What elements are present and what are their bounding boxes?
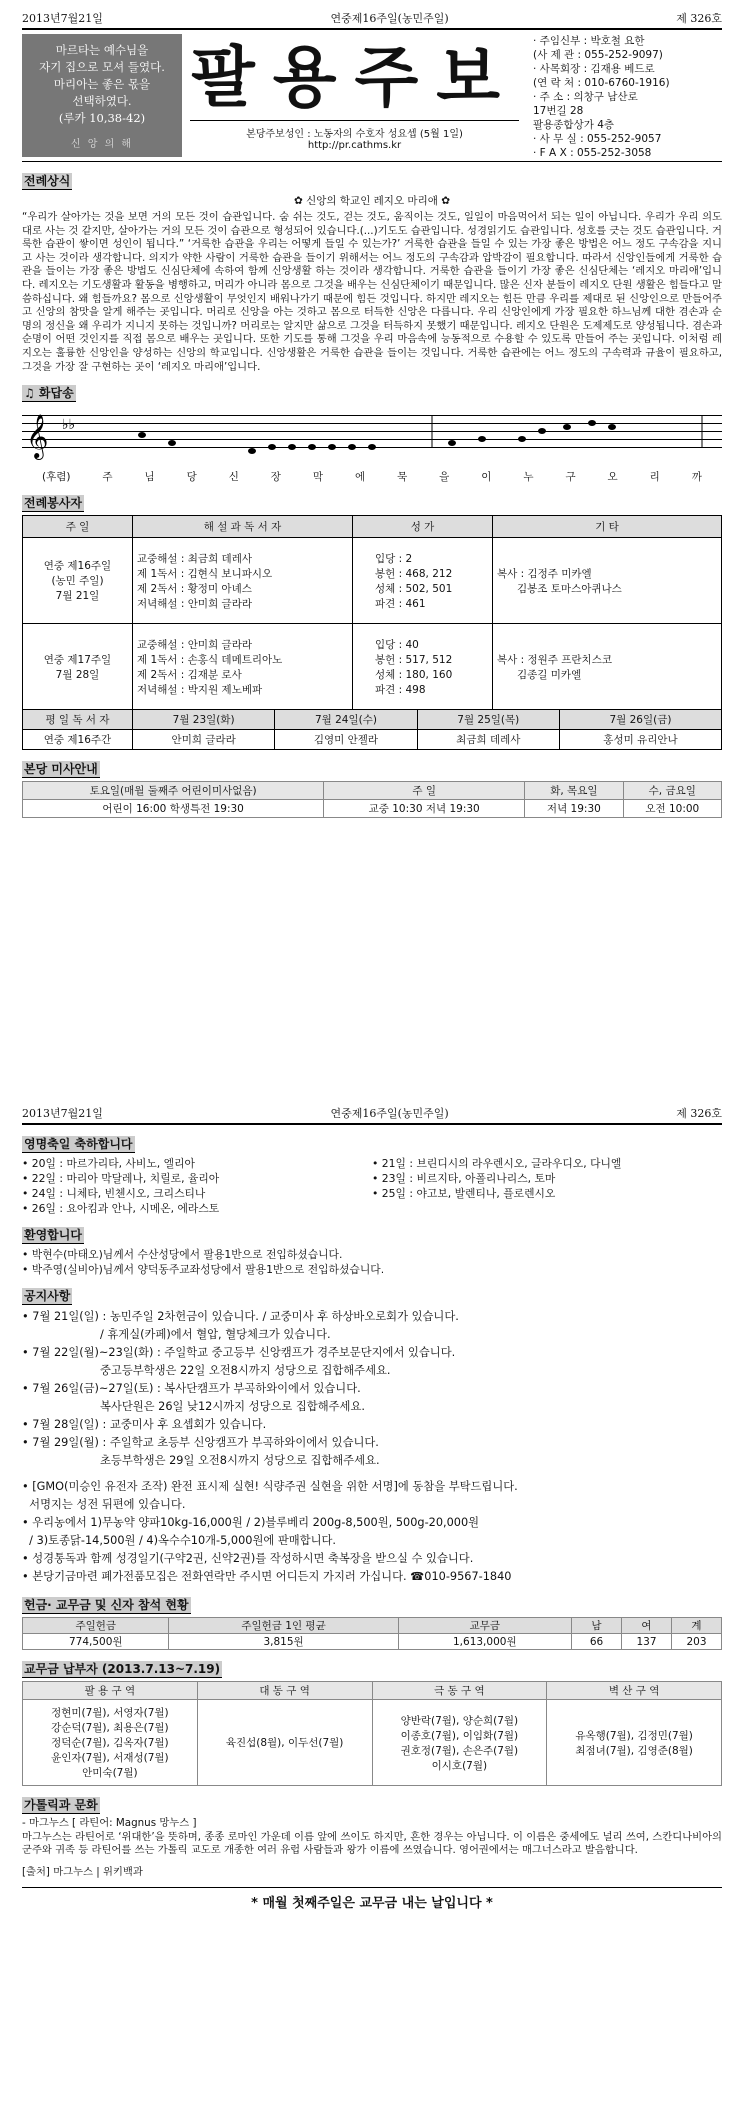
notice-item: • 7월 29일(월) : 주일학교 초등부 신앙캠프가 부곡하와이에서 있습니다.	[22, 1436, 379, 1449]
liturgy-subtitle: ✿ 신앙의 학교인 레지오 마리애 ✿	[294, 195, 450, 207]
music-notes	[22, 405, 722, 469]
info-line: · F A X : 055-252-3058	[533, 147, 652, 159]
notice-item: / 3)토종닭-14,500원 / 4)옥수수10개-5,000원에 판매합니다.	[22, 1534, 337, 1547]
page-header	[22, 1105, 722, 1125]
info-line: · 사목회장 : 김재용 베드로	[533, 63, 655, 75]
liturgy-section-heading: 전례상식	[24, 174, 71, 188]
table-row: 평 일 독 서 자 7월 23일(화) 7월 24일(수) 7월 25일(목) 7월 26일(금)	[23, 710, 722, 730]
table-header: 기 타	[493, 516, 722, 538]
lyric-syllable: 님	[144, 471, 155, 484]
footer-notice: * 매월 첫째주일은 교무금 내는 날입니다 *	[22, 1887, 722, 1911]
table-header: 성 가	[353, 516, 493, 538]
notices-list	[22, 1308, 722, 1586]
mass-schedule-heading: 본당 미사안내	[24, 762, 98, 777]
lyric-syllable: 을	[439, 471, 450, 484]
liturgy-article: “우리가 살아가는 것을 보면 거의 모든 것이 습관입니다. 숨 쉬는 것도, 걷는 것도, 움직이는 것도, 일일이 마음먹어서 되는 일이 아닙니다. 우리가 우리 의도대로 사는 것 같지만, 살아가는 거의 모든 것이 습관으로 형성되어 있습니다.(...)기도도 습관입니다. 성경읽기도 습관입니다. 성호를 긋는 것도 습관입니다. 거룩한 습관이 쌓이면 성인이 됩니다.” ‘거룩한 습관을 우리는 어떻게 들일 수 있는가?’ 거룩한 습관을 들일 수 있는 가장 좋은 방법은 어느 정도 구속감을 지니고 사는 것이라 생각합니다. 의지가 약한 사람이 거룩한 습관을 들이기 위해서는 어느 정도의 구속감과 압박감이 필요합니다. 따라서 신앙인들에게 거룩한 습관을 들이는 가장 좋은 방법도 신심단체에 속하여 함께 신앙생활 하는 것이라 생각합니다. 거룩한 습관을 들이기 가장 좋은 신심단체는 ‘레지오 마리애’입니다. 레지오는 기도생활과 활동을 병행하고, 머리가 아니라 몸으로 그것을 배우는 신심단체이기 때문입니다. 많은 신자 분들이 레지오 단원 생활은 힘들다고 말씀하십니다. 왜 힘들까요? 몸으로 신앙생활이 무엇인지 배워나가기 때문에 힘든 것입니다. 하지만 레지오는 힘든 만큼 우리를 제대로 된 신앙인으로 만들어주고 신앙의 참맛을 알게 해주는 곳입니다. 머리로 신앙을 아는 것하고 몸으로 터득한 신앙은 다릅니다. 우리 신앙인에게 가장 필요한 하느님께 대한 겸손과 순명의 정신을 왜 우리가 지니지 못하는 것입니까? 머리로는 알지만 삶으로 그것을 터득하지 못했기 때문입니다. 레지오 단원은 도제제도로 양성됩니다. 겸손과 순명이 어떤 것인지를 직접 몸으로 배우는 곳입니다. 또한 기도를 통해 그것을 우리 마음속에 능동적으로 수용할 수 있도록 만들어 주는 곳입니다. 이처럼 레지오는 훌륭한 신앙인을 양성하는 신앙의 학교입니다. 신앙생활은 거룩한 습관을 들이는 것입니다. 거룩한 습관에는 어느 정도의 구속력과 규율이 필요하고, 그것을 가장 잘 구현하는 곳이 ‘레지오 마리애’입니다.	[22, 211, 722, 373]
table-header: 해 설 과 독 서 자	[133, 516, 353, 538]
info-line: (연 락 처 : 010-6760-1916)	[533, 77, 670, 89]
patron-saint: 본당주보성인 : 노동자의 수호자 성요셉 (5월 1일)	[246, 129, 463, 140]
lyric-syllable: 누	[523, 471, 534, 484]
dues-heading: 교무금 납부자 (2013.7.13~7.19)	[24, 1662, 221, 1676]
notice-item: • 성경통독과 함께 성경일기(구약2권, 신약2권)를 작성하시면 축복장을 받으실 수 있습니다.	[22, 1552, 474, 1565]
notice-item: • 우리농에서 1)무농약 양파10kg-16,000원 / 2)블루베리 200g-8,500원, 500g-20,000원	[22, 1516, 480, 1529]
culture-source: [출처] 마그누스 | 위키백과	[22, 1865, 143, 1878]
lyric-syllable: 리	[649, 471, 660, 484]
offering-table	[22, 1617, 722, 1650]
svg-text:♭♭: ♭♭	[62, 417, 76, 434]
verse-line: 마르타는 예수님을	[55, 43, 149, 57]
dues-table	[22, 1681, 722, 1786]
list-item: • 21일 : 브린디시의 라우렌시오, 글라우디오, 다니엘	[372, 1157, 622, 1170]
lyric-syllable: 에	[354, 471, 366, 484]
notices-heading: 공지사항	[24, 1289, 71, 1303]
notice-item: • 7월 28일(일) : 교중미사 후 요셉회가 있습니다.	[22, 1418, 267, 1431]
notice-item: • 본당기금마련 폐가전품모집은 전화연락만 주시면 어디든지 가지러 가십니다. ☎010-9567-1840	[22, 1570, 512, 1583]
table-header: 주 일	[23, 516, 133, 538]
year-of-faith-mark: 신 앙 의 해	[70, 139, 134, 150]
notice-item: / 휴게실(카페)에서 혈압, 혈당체크가 있습니다.	[100, 1328, 331, 1341]
notice-item: • 7월 21일(일) : 농민주일 2차헌금이 있습니다. / 교중미사 후 하상바오로회가 있습니다.	[22, 1310, 459, 1323]
table-row: 연중 제17주일 7월 28일 교중해설 : 안미희 글라라 제 1독서 : 손홍식 데메트리아노 제 2독서 : 김재분 로사 저녁해설 : 박지원 제노베파 입당 : 40 봉헌 : 517, 512 성체 : 180, 160 파견 : 498 복사 : 정원주 프란치스코 김종길 미카엘	[23, 624, 722, 710]
table-row: 연중 제16주일 (농민 주일) 7월 21일 교중해설 : 최금희 데레사 제 1독서 : 김현식 보니파시오 제 2독서 : 황정미 아녜스 저녁해설 : 안미희 글라라 입당 : 2 봉헌 : 468, 212 성체 : 502, 501 파견 : 461 복사 : 김정주 미카엘 김봉조 토마스아퀴나스	[23, 538, 722, 624]
verse-ref: (루카 10,38-42)	[58, 111, 146, 125]
psalm-lyrics	[22, 469, 722, 484]
table-row: 774,500원 3,815원 1,613,000원 66 137 203	[23, 1634, 722, 1650]
info-line: · 주임신부 : 박호철 요한	[533, 35, 645, 47]
lyric-syllable: 이	[481, 471, 492, 484]
parish-info	[527, 34, 722, 157]
welcome-list	[22, 1247, 722, 1277]
notice-item: • [GMO(미승인 유전자 조작) 완전 표시제 실현! 식량주권 실현을 위한 서명]에 동참을 부탁드립니다.	[22, 1480, 518, 1493]
list-item: • 박현수(마태오)님께서 수산성당에서 팔용1반으로 전입하셨습니다.	[22, 1248, 343, 1261]
culture-text: 마그누스는 라틴어로 ‘위대한’을 뜻하며, 종종 로마인 가운데 이름 앞에 쓰이도 하지만, 흔한 경우는 아닙니다. 이 이름은 중세에도 널리 쓰여, 스칸디나비아의 군주와 귀족 등 라틴어를 쓰는 가톨릭 교도로 개종한 여러 유럽 사람들과 왕가 이름에 쓰였습니다. 영어권에서는 매그너스라고 발음합니다.	[22, 1830, 722, 1857]
lyric-syllable: 묵	[397, 471, 408, 484]
info-line: · 사 무 실 : 055-252-9057	[533, 133, 662, 145]
table-row: 팔 용 구 역 대 동 구 역 극 동 구 역 벽 산 구 역	[23, 1682, 722, 1700]
notice-item: • 7월 22일(월)~23일(화) : 주일학교 중고등부 신앙캠프가 경주보문단지에서 있습니다.	[22, 1346, 456, 1359]
list-item: • 24일 : 니체타, 빈첸시오, 크리스티나	[22, 1187, 206, 1200]
info-line: · 주 소 : 의창구 남산로	[533, 91, 638, 103]
lyric-syllable: 당	[186, 471, 197, 484]
table-row: 정현미(7월), 서영자(7월) 강순덕(7월), 최용은(7월) 정덕순(7월), 김옥자(7월) 윤인자(7월), 서재성(7월) 안미숙(7월) 육진섭(8월), 이두선(7월) 양반락(7월), 양순희(7월) 이종호(7월), 이임화(7월) 권호정(7월), 손은주(7월) 이시호(7월) 유옥행(7월), 김정민(7월) 최점녀(7월), 김영준(8월)	[23, 1700, 722, 1786]
header-issue: 제 326호	[676, 12, 722, 25]
parish-url[interactable]: http://pr.cathms.kr	[307, 140, 402, 151]
music-staff	[22, 405, 722, 469]
list-item: • 26일 : 요아킴과 안나, 시메온, 에라스토	[22, 1202, 220, 1215]
lyric-syllable: 막	[312, 471, 324, 484]
header-issue: 제 326호	[676, 1107, 722, 1120]
masthead	[22, 34, 722, 162]
masthead-title-block	[182, 34, 527, 157]
lyric-syllable: 신	[228, 471, 239, 484]
bulletin-title: 팔용주보	[190, 34, 519, 121]
welcome-heading: 환영합니다	[24, 1228, 82, 1242]
feastday-heading: 영명축일 축하합니다	[24, 1137, 133, 1151]
info-line: (사 제 관 : 055-252-9097)	[533, 49, 663, 61]
mass-schedule-table	[22, 781, 722, 818]
info-line: 팔용종합상가 4층	[533, 119, 615, 131]
header-date: 2013년7월21일	[22, 12, 103, 25]
servers-table	[22, 515, 722, 710]
table-row: 주일헌금 주일헌금 1인 평균 교무금 남 여 계	[23, 1618, 722, 1634]
page-header	[22, 10, 722, 30]
notice-item: 초등부학생은 29일 오전8시까지 성당으로 집합해주세요.	[100, 1454, 380, 1467]
lyric-syllable: 구	[565, 471, 576, 484]
culture-heading: 가톨릭과 문화	[24, 1798, 98, 1812]
svg-text:𝄞: 𝄞	[26, 414, 49, 459]
notice-item: • 7월 26일(금)~27일(토) : 복사단캠프가 부곡하와이에서 있습니다.	[22, 1382, 361, 1395]
info-line: 17번길 28	[533, 105, 584, 117]
lyric-syllable: 오	[607, 471, 618, 484]
notice-item: 서명지는 성전 뒤편에 있습니다.	[22, 1498, 186, 1511]
culture-term: - 마그누스 [ 라틴어: Magnus 망누스 ]	[22, 1817, 197, 1829]
header-date: 2013년7월21일	[22, 1107, 103, 1120]
lyric-syllable: 주	[102, 471, 113, 484]
list-item: • 20일 : 마르가리타, 사비노, 엘리아	[22, 1157, 195, 1170]
offering-heading: 헌금· 교무금 및 신자 참석 현황	[24, 1598, 189, 1612]
weekday-readers-table	[22, 709, 722, 750]
page-one	[22, 10, 722, 818]
verse-line: 마리아는 좋은 몫을	[53, 77, 151, 91]
header-week: 연중제16주일(농민주일)	[330, 12, 449, 25]
notice-item: 중고등부학생은 22일 오전8시까지 성당으로 집합해주세요.	[100, 1364, 391, 1377]
table-row: 연중 제16주간 안미희 글라라 김영미 안젤라 최금희 데레사 홍성미 유리안나	[23, 730, 722, 750]
header-week: 연중제16주일(농민주일)	[330, 1107, 449, 1120]
lyric-syllable: 까	[691, 471, 702, 484]
table-row: 어린이 16:00 학생특전 19:30 교중 10:30 저녁 19:30 저녁 19:30 오전 10:00	[23, 800, 722, 818]
verse-line: 자기 집으로 모셔 들였다.	[39, 60, 165, 74]
notice-item: 복사단원은 26일 낮12시까지 성당으로 집합해주세요.	[100, 1400, 365, 1413]
list-item: • 박주영(실비아)님께서 양덕동주교좌성당에서 팔용1반으로 전입하셨습니다.	[22, 1263, 385, 1276]
list-item: • 22일 : 마리아 막달레나, 치릴로, 율리아	[22, 1172, 220, 1185]
verse-line: 선택하였다.	[72, 94, 132, 108]
psalm-section-heading: ♫ 화답송	[24, 386, 74, 401]
list-item: • 25일 : 야고보, 발렌티나, 플로렌시오	[372, 1187, 556, 1200]
page-two	[22, 1105, 722, 1911]
gospel-verse-box	[22, 34, 182, 157]
feastday-list	[22, 1156, 722, 1216]
list-item: • 23일 : 비르지타, 아폴리나리스, 토마	[372, 1172, 556, 1185]
lyric-syllable: (후렴)	[42, 471, 71, 484]
servers-section-heading: 전례봉사자	[24, 496, 82, 511]
table-row: 토요일(매월 둘째주 어린이미사없음) 주 일 화, 목요일 수, 금요일	[23, 782, 722, 800]
lyric-syllable: 장	[270, 471, 281, 484]
